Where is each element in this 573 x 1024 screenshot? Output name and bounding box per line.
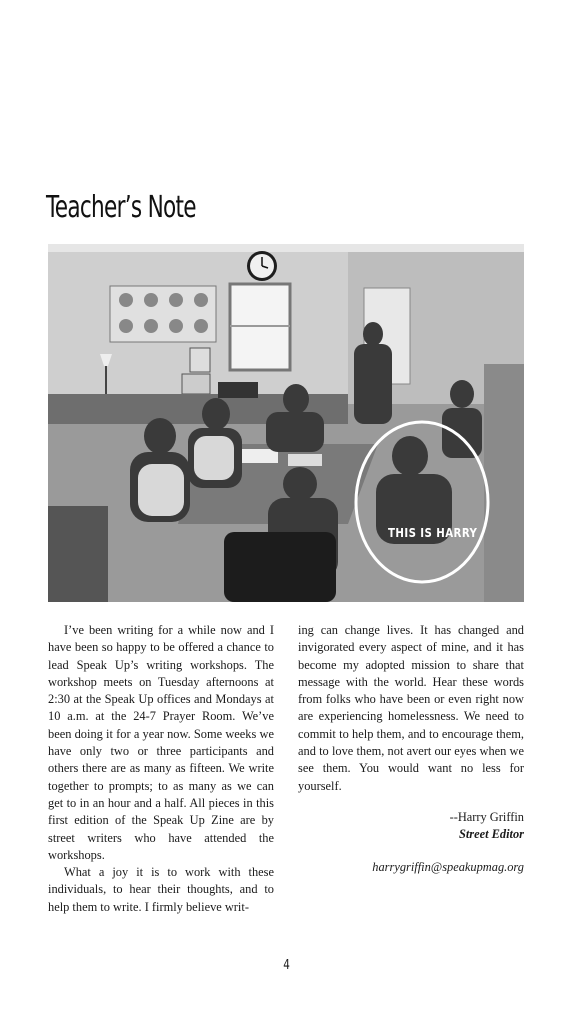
photo-caption: THIS IS HARRY [388,526,478,540]
right-column [298,622,524,876]
signature [298,809,524,843]
contact-email: harrygriffin@speakupmag.org [372,859,524,874]
paragraph: ing can change lives. It has changed and invigorated every aspect of mine, and it has become my adopted mission to share that message with the world. Hear these words from folks who have been or even right now are experiencing homelessness. We need to commit to help them, and to encourage them, and to love them, not avert our eyes when we see them. You would want no less for yourself. [298,623,524,793]
left-column [48,622,274,916]
workshop-photo [48,244,524,602]
signature-role: Street Editor [458,826,524,841]
page-title: Teacher’s Note [46,190,196,225]
paragraph: I’ve been writing for a while now and I have been so happy to be offered a chance to lead Speak Up’s writing workshops. The workshop meets on Tuesday afternoons at 2:30 at the Speak Up offices and Mondays at 10 a.m. at the 24-7 Prayer Room. We’ve been doing it for a year now. Some weeks we have only two or three participants and others there are as many as fifteen. We write together to prompts; to as many as we can get to in an hour and a half. All pieces in this first edition of the Speak Up Zine are by street writers who have attended the workshops. [48,623,274,862]
signature-name: --Harry Griffin [449,809,524,824]
page-number: 4 [283,958,290,973]
paragraph: What a joy it is to work with these individuals, to hear their thoughts, and to help them to write. I firmly believe writ- [48,865,274,914]
